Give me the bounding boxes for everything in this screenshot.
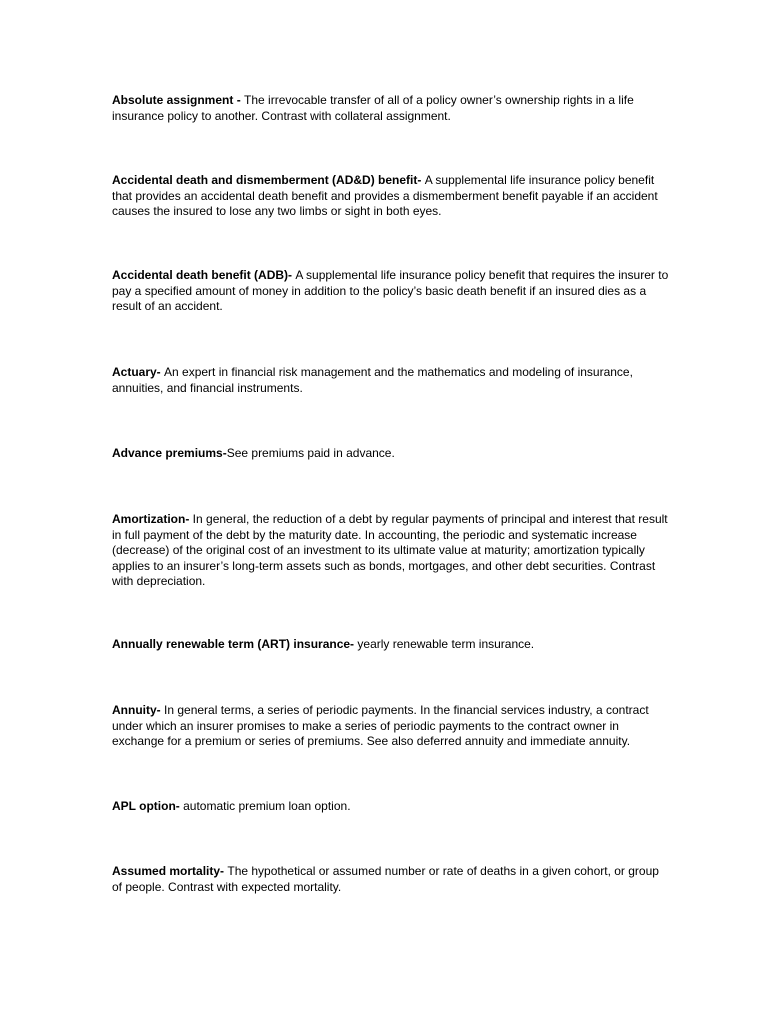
glossary-entry-apl-option <box>112 799 672 815</box>
glossary-term: Annuity- <box>112 703 164 717</box>
glossary-entry-art-insurance <box>112 637 672 653</box>
glossary-term: APL option- <box>112 799 184 813</box>
glossary-definition: In general terms, a series of periodic payments. In the financial services industry, a contract under which an insurer promises to make a series of periodic payments to the contract owner in exchange for a premium or series of premiums. See also deferred annuity and immediate annuity. <box>112 703 649 748</box>
glossary-term: Actuary- <box>112 365 165 379</box>
glossary-term: Accidental death and dismemberment (AD&D) benefit- <box>112 173 425 187</box>
glossary-definition: automatic premium loan option. <box>183 799 351 813</box>
glossary-definition: A supplemental life insurance policy benefit that requires the insurer to pay a specified amount of money in addition to the policy’s basic death benefit if an insured dies as a result of an accident. <box>112 268 669 313</box>
glossary-definition: The irrevocable transfer of all of a policy owner’s ownership rights in a life insurance policy to another. Contrast with collateral assignment. <box>112 93 634 123</box>
glossary-entry-adb <box>112 268 672 315</box>
glossary-entry-advance-premiums <box>112 446 672 462</box>
glossary-entry-assumed-mortality <box>112 864 672 895</box>
glossary-definition: See premiums paid in advance. <box>226 446 395 460</box>
glossary-entry-add-benefit <box>112 173 672 220</box>
glossary-definition: yearly renewable term insurance. <box>357 637 535 651</box>
glossary-definition: An expert in financial risk management and the mathematics and modeling of insurance, annuities, and financial instruments. <box>112 365 633 395</box>
glossary-term: Absolute assignment - <box>112 93 245 107</box>
glossary-entry-actuary <box>112 365 672 396</box>
glossary-term: Accidental death benefit (ADB)- <box>112 268 296 282</box>
glossary-entry-absolute-assignment <box>112 93 672 124</box>
glossary-term: Assumed mortality- <box>112 864 228 878</box>
glossary-entry-annuity <box>112 703 672 750</box>
glossary-definition: The hypothetical or assumed number or rate of deaths in a given cohort, or group of people. Contrast with expected mortality. <box>112 864 659 894</box>
glossary-term: Amortization- <box>112 512 193 526</box>
glossary-definition: In general, the reduction of a debt by regular payments of principal and interest that result in full payment of the debt by the maturity date. In accounting, the periodic and systematic increase (decrease) of the original cost of an investment to its ultimate value at maturity; amortization typically applies to an insurer’s long-term assets such as bonds, mortgages, and other debt securities. Contrast with depreciation. <box>112 512 668 588</box>
glossary-term: Annually renewable term (ART) insurance- <box>112 637 358 651</box>
glossary-term: Advance premiums- <box>112 446 227 460</box>
glossary-entry-amortization <box>112 512 672 590</box>
glossary-definition: A supplemental life insurance policy benefit that provides an accidental death benefit and provides a dismemberment benefit payable if an accident causes the insured to lose any two limbs or sight in both eyes. <box>112 173 658 218</box>
